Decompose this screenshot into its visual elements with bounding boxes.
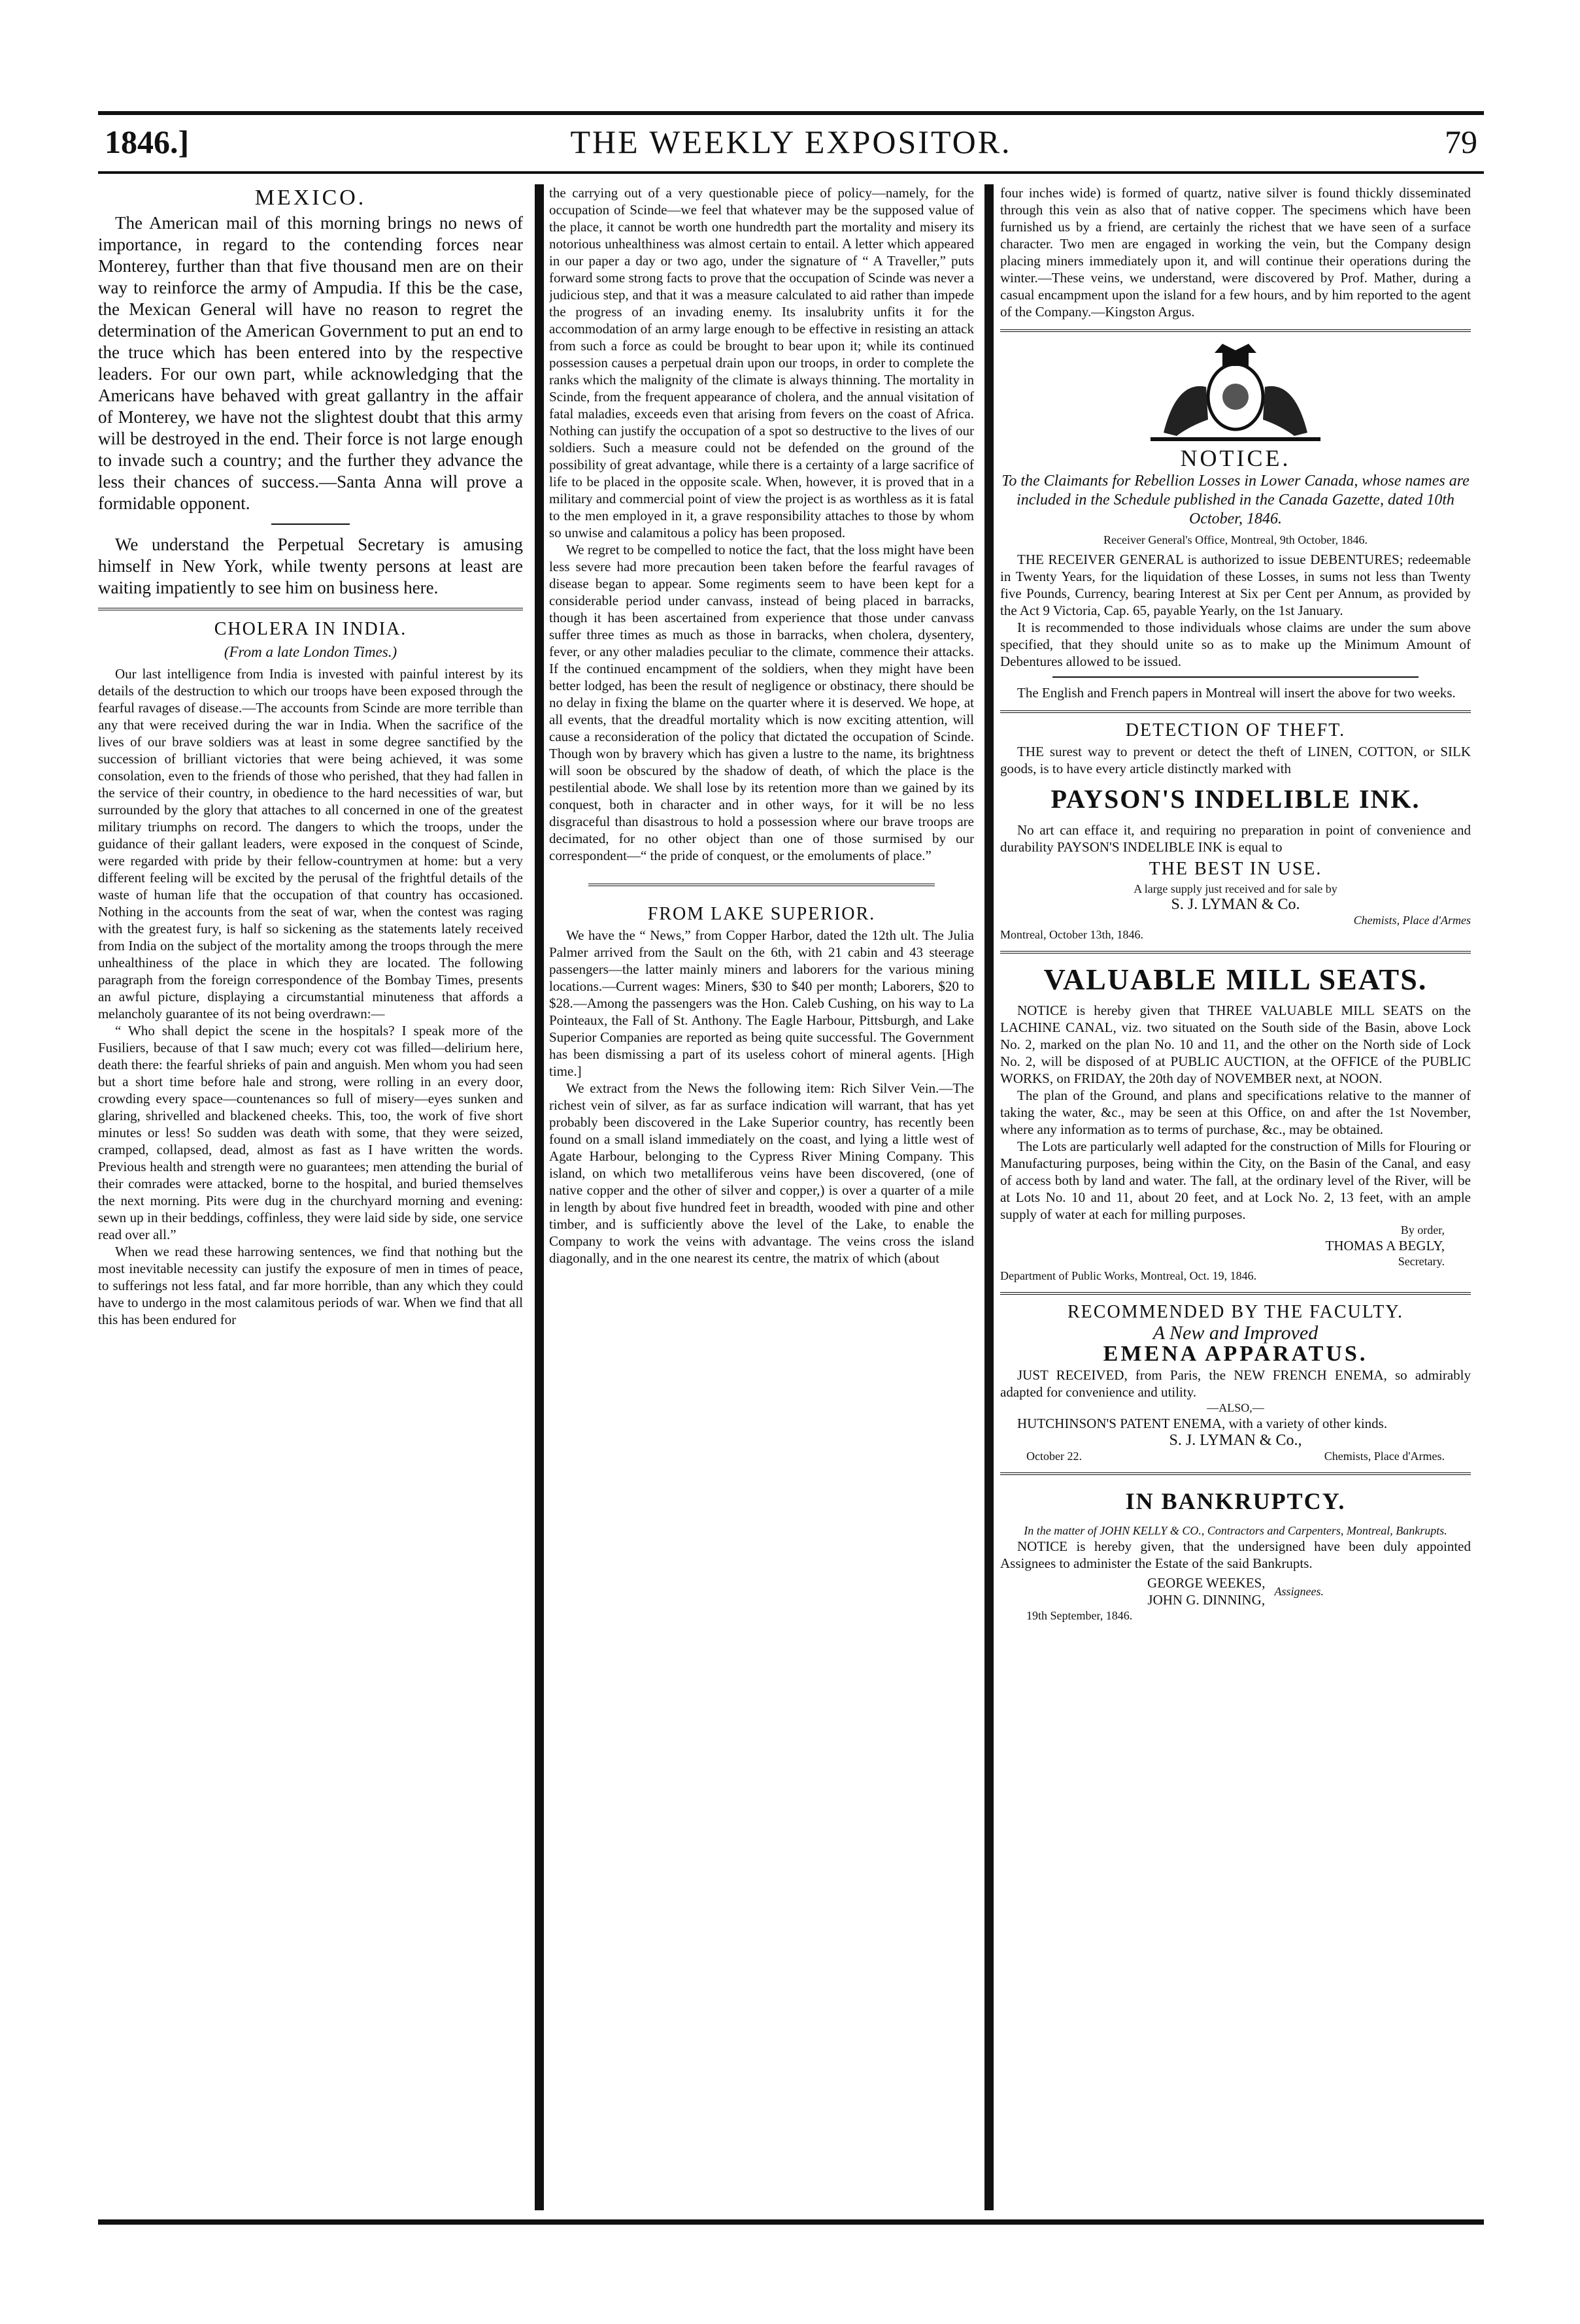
mill-signature-title: Secretary. [1398, 1255, 1445, 1268]
cholera-quote: “ Who shall depict the scene in the hospitals? I speak more of the Fusiliers, because of that I saw much; every cot was filled—delirium here, death there: the fearful shrieks of pain and anguish. Men whom you had seen but a short time before hale and strong, were rolling in an every door, crowding every space—countenances so full of misery—eyes sunken and glaring, shrivelled and blackened cheeks. This, too, the work of five short minutes or less! So sudden was death with some, that they were seized, cramped, collapsed, dead, almost as fast as I have written the words. Previous health and strength were no guarantees; men attending the burial of their comrades were attacked, borne to the hospital, and buried themselves the next morning. Pits were dug in the churchyard morning and evening: sewn up in their beddings, coffinless, they were laid side by side, one service read over all.” [98, 1023, 523, 1242]
superior-paragraph-2: We extract from the News the following item: Rich Silver Vein.—The richest vein of silver, as far as surface indication will warrant, that has yet probably been discovered in the Lake Superior country, has recently been found on a small island immediately on the coast, and lying a little west of Agate Harbour, belonging to the Cypress River Mining Company. This island, on which two metalliferous veins have been discovered, (one of native copper and the other of silver and copper,) is over a quarter of a mile in length by about five hundred feet in breadth, wooded with pine and other timber, and is sufficiently above the level of the Lake, to enable the Company to work the veins with advantage. The veins cross the island diagonally, and in the one nearest its centre, the matrix of which (about [549, 1080, 974, 1266]
enema-paragraph-1: JUST RECEIVED, from Paris, the NEW FRENCH ENEMA, so admirably adapted for convenience and utility. [1000, 1367, 1471, 1400]
theft-paragraph: THE surest way to prevent or detect the theft of LINEN, COTTON, or SILK goods, is to have every article distinctly marked with [1000, 744, 1471, 776]
ink-supply: A large supply just received and for sale by [1134, 882, 1337, 895]
header-year: 1846.] [105, 124, 190, 160]
bankruptcy-paragraph: NOTICE is hereby given, that the undersigned have been duly appointed Assignees to administer the Estate of the said Bankrupts. [1000, 1538, 1471, 1571]
newspaper-page [98, 111, 1484, 2229]
enema-place: Chemists, Place d'Armes. [1324, 1450, 1445, 1463]
section-divider [1000, 1292, 1471, 1295]
section-divider [1000, 1472, 1471, 1475]
column-1 [98, 184, 523, 2210]
assignees-label: Assignees. [1274, 1585, 1324, 1598]
page-number: 79 [1445, 124, 1477, 160]
bottom-rule [98, 2219, 1484, 2225]
divider [1052, 676, 1419, 678]
column-rule-2 [984, 184, 994, 2210]
mexico-paragraph: The American mail of this morning brings no news of importance, in regard to the contending forces near Monterey, further than that five thousand men are on their way to reinforce the army of Ampudia. If this be the case, the Mexican General will have no reason to regret the determination of the American Government to put an end to the truce which has been entered into by the respective leaders. For our own part, while acknowledging that the Americans have behaved with great gallantry in the affair of Monterey, we have not the slightest doubt that this army will be destroyed in the end. Their force is not large enough to invade such a country; and the further they advance the less their chances of success.—Santa Anna will prove a formidable opponent. [98, 213, 523, 513]
mill-paragraph-2: The plan of the Ground, and plans and specifications relative to the manner of taking the water, &c., may be seen at this Office, on and after the 1st November, where any information as to terms of purchase, &c., may be obtained. [1000, 1087, 1471, 1137]
column-rule-1 [535, 184, 544, 2210]
section-divider [588, 884, 935, 886]
mill-signature: THOMAS A BEGLY, [1325, 1238, 1445, 1253]
mill-paragraph-3: The Lots are particularly well adapted for the construction of Mills for Flouring or Manufacturing purposes, being within the City, on the Basin of the Canal, and easy of access both by land and water. The fall, at the ordinary level of the River, will be at Lots No. 10 and 11, about 20 feet, and at Lock No. 2, 13 feet, with an ample supply of water at each for milling purposes. [1000, 1138, 1471, 1222]
column-2 [549, 184, 974, 2210]
notice-heading: NOTICE. [1180, 445, 1291, 471]
section-divider [98, 608, 523, 610]
ink-seller-address: Chemists, Place d'Armes [1353, 914, 1471, 927]
mill-order: By order, [1400, 1223, 1445, 1237]
mill-heading: VALUABLE MILL SEATS. [1043, 963, 1428, 996]
notice-paragraph-1: THE RECEIVER GENERAL is authorized to issue DEBENTURES; redeemable in Twenty Years, for the liquidation of these Losses, in sums not less than Twenty five Pounds, Currency, bearing Interest at Six per Cent per Annum, as provided by the Act 9 Victoria, Cap. 65, payable Yearly, on the 1st January. [1000, 552, 1471, 618]
column-3 [1000, 184, 1471, 2210]
cholera-paragraph-1: Our last intelligence from India is invested with painful interest by its details of the destruction to which our troops have been exposed through the fearful ravages of disease.—The accounts from Scinde are more terrible than any that were received during the war in India. When the sacrifice of the lives of our brave soldiers was at least in some degree sanctified by the succession of brilliant victories that were being achieved, it was some consolation, even to the friends of those who perished, that they had fallen in the service of their country, in obedience to the hard necessities of war, but surrounded by the glory that attaches to all concerned in one of the greatest military triumphs on record. The dangers to which the troops, under the guidance of their gallant leaders, were exposed in the conquest of Scinde, were regarded with pride by their fellow-countrymen at home: but a very different feeling will be excited by the perusal of the frightful details of the waste of human life that the occupation of that country has occasioned. Nothing in the accounts from the seat of war, when the contest was raging with the greatest fury, is half so sickening as the statements lately received from India on the subject of the mortality among the troops through the mere unhealthiness of the place in which they are located. The following paragraph from the foreign correspondence of the Bombay Times, presents an awful picture, displaying a circumstantial minuteness that affords a melancholy guarantee of its not being overdrawn:— [98, 666, 523, 1021]
cholera-continued: the carrying out of a very questionable piece of policy—namely, for the occupation of Scinde—we feel that whatever may be the supposed value of the place, it cannot be worth one hundredth part the mortality and misery its notorious unhealthiness was almost certain to entail. A letter which appeared in our paper a day or two ago, under the signature of “ A Traveller,” puts forward some strong facts to prove that the occupation of Scinde was never a judicious step, and that it was a measure calculated to aid rather than impede the progress of an invading enemy. Its insalubrity unfits it for the accommodation of an army large enough to be effective in resisting an attack from such a force as could be brought to bear upon it; while its continued possession causes a perpetual drain upon our troops, in order to complete the ranks which the malignity of the climate is always thinning. The mortality in Scinde, from the frequent appearance of cholera, and the annual visitation of fatal maladies, exceeds even that arising from fevers on the coast of Africa. Nothing can justify the occupation of a spot so destructive to the lives of our soldiers. Such a measure could not be defended on the ground of the possibility of great advantage, while there is a certainty of a large sacrifice of life to be placed in the opposite scale. When, however, it is proved that in a military and commercial point of view the project is as worthless as it is fatal to the men employed in it, a grave responsibility attaches to those by whom so unwise and calamitous a policy has been proposed. [549, 185, 974, 540]
top-rule [98, 111, 1484, 115]
faculty-heading: RECOMMENDED BY THE FACULTY. [1067, 1302, 1404, 1322]
mill-department: Department of Public Works, Montreal, Oct. 19, 1846. [1000, 1269, 1257, 1282]
bankruptcy-date: 19th September, 1846. [1026, 1609, 1133, 1622]
secretary-paragraph: We understand the Perpetual Secretary is amusing himself in New York, while twenty persons at least are waiting impatiently to see him on business here. [98, 535, 523, 597]
superior-paragraph-1: We have the “ News,” from Copper Harbor, dated the 12th ult. The Julia Palmer arrived from the Sault on the 6th, with 21 cabin and 43 steerage passengers—the latter mainly miners and laborers for the various mining locations.—Current wages: Miners, $30 to $40 per month; Laborers, $20 to $28.—Among the passengers was the Hon. Caleb Cushing, on his way to La Pointeaux, the Fall of St. Anthony. The Eagle Harbour, Pittsburgh, and Lake Superior Companies are reported as being quite successful. The Government has been dismissing a part of its useless cohort of mineral agents. [High time.] [549, 927, 974, 1079]
cholera-heading: CHOLERA IN INDIA. [214, 619, 407, 639]
ink-best: THE BEST IN USE. [1149, 859, 1322, 879]
enema-paragraph-2: HUTCHINSON'S PATENT ENEMA, with a variety of other kinds. [1017, 1416, 1388, 1431]
bankruptcy-subheading: In the matter of JOHN KELLY & CO., Contractors and Carpenters, Montreal, Bankrupts. [1024, 1524, 1447, 1537]
notice-office: Receiver General's Office, Montreal, 9th October, 1846. [1103, 533, 1368, 546]
divider [271, 523, 350, 525]
enema-also: —ALSO,— [1207, 1401, 1264, 1414]
ink-date: Montreal, October 13th, 1846. [1000, 928, 1143, 941]
section-divider [1000, 951, 1471, 954]
header-rule [98, 171, 1484, 174]
enema-new: A New and Improved [1152, 1322, 1319, 1344]
notice-paragraph-2: It is recommended to those individuals whose claims are under the sum above specified, that they should unite so as to make up the Minimum Amount of Debentures allowed to be issued. [1000, 620, 1471, 669]
superior-heading: FROM LAKE SUPERIOR. [647, 904, 876, 924]
notice-paragraph-3: The English and French papers in Montreal will insert the above for two weeks. [1017, 685, 1456, 701]
assignees-block [1000, 1574, 1471, 1608]
notice-subheading: To the Claimants for Rebellion Losses in Lower Canada, whose names are included in the Schedule published in the Canada Gazette, dated 10th October, 1846. [1001, 473, 1470, 527]
royal-arms-icon [1137, 341, 1334, 446]
enema-seller: S. J. LYMAN & Co., [1169, 1432, 1302, 1449]
cholera-paragraph-3: When we read these harrowing sentences, we find that nothing but the most inevitable necessity can justify the exposure of men in times of peace, to sufferings not less fatal, and far more horrible, than any which they could have to undergo in the most calamitous periods of war. When we find that all this has been endured for [98, 1244, 523, 1327]
bankruptcy-heading: IN BANKRUPTCY. [1125, 1488, 1346, 1514]
mill-paragraph-1: NOTICE is hereby given that THREE VALUABLE MILL SEATS on the LACHINE CANAL, viz. two situated on the South side of the Basin, above Lock No. 2, marked on the plan No. 10 and 11, and the other on the North side of Lock No. 2, will be disposed of at PUBLIC AUCTION, at the OFFICE of the PUBLIC WORKS, on FRIDAY, the 20th day of NOVEMBER next, at NOON. [1000, 1003, 1471, 1086]
enema-heading: EMENA APPARATUS. [1103, 1342, 1368, 1366]
page-header [98, 123, 1484, 166]
cholera-source: (From a late London Times.) [224, 644, 397, 660]
assignee-1: GEORGE WEEKES, [1147, 1575, 1266, 1591]
section-divider [1000, 710, 1471, 713]
mexico-heading: MEXICO. [254, 186, 367, 210]
ink-heading: PAYSON'S INDELIBLE INK. [1051, 784, 1420, 814]
ink-seller: S. J. LYMAN & Co. [1171, 896, 1300, 913]
theft-heading: DETECTION OF THEFT. [1125, 720, 1346, 740]
ink-paragraph: No art can efface it, and requiring no preparation in point of convenience and durability PAYSON'S INDELIBLE INK is equal to [1000, 822, 1471, 855]
cholera-regret-paragraph: We regret to be compelled to notice the fact, that the loss might have been less severe had more precaution been taken before the fearful ravages of disease began to appear. Some regiments seem to have been kept for a considerable period under canvass, instead of being placed in barracks, though it has been ascertained from experience that those under canvass suffer three times as much as those in barracks, when cholera, dysentery, fever, or any other maladies peculiar to the climate, commence their attacks. If the continued encampment of the soldiers, when they might have been better lodged, has been the result of negligence or obstinacy, there should be no delay in fixing the blame on the quarter where it is deserved. We hope, at all events, that the dreadful mortality which is now exciting attention, will cause a reconsideration of the policy that dictated the occupation of Scinde. Though won by bravery which has given a lustre to the name, its brightness will soon be obscured by the shadow of death, of which the place is the pestilential abode. We shall lose by its retention more than we gained by its conquest, both in character and in other ways, for it will be no less disgraceful than disastrous to hold a possession where our brave troops are decimated, for no other object than one of those surmised by our correspondent—“ the pride of conquest, or the emoluments of place.” [549, 542, 974, 863]
newspaper-title: THE WEEKLY EXPOSITOR. [570, 124, 1012, 160]
section-divider [1000, 329, 1471, 332]
assignee-2: JOHN G. DINNING, [1147, 1592, 1266, 1608]
enema-footer [1000, 1449, 1471, 1463]
argus-continued: four inches wide) is formed of quartz, native silver is found thickly disseminated through this vein as also that of native copper. The specimens which have been furnished us by a friend, are certainly the richest that we have seen of a surface character. Two men are engaged in working the vein, but the Company design placing miners immediately upon it, and will continue their operations during the winter.—These veins, we understand, were discovered by Prof. Mather, during a casual encampment upon the island for a few hours, and by him reported to the agent of the Company.—Kingston Argus. [1000, 185, 1471, 320]
enema-date: October 22. [1026, 1450, 1082, 1463]
